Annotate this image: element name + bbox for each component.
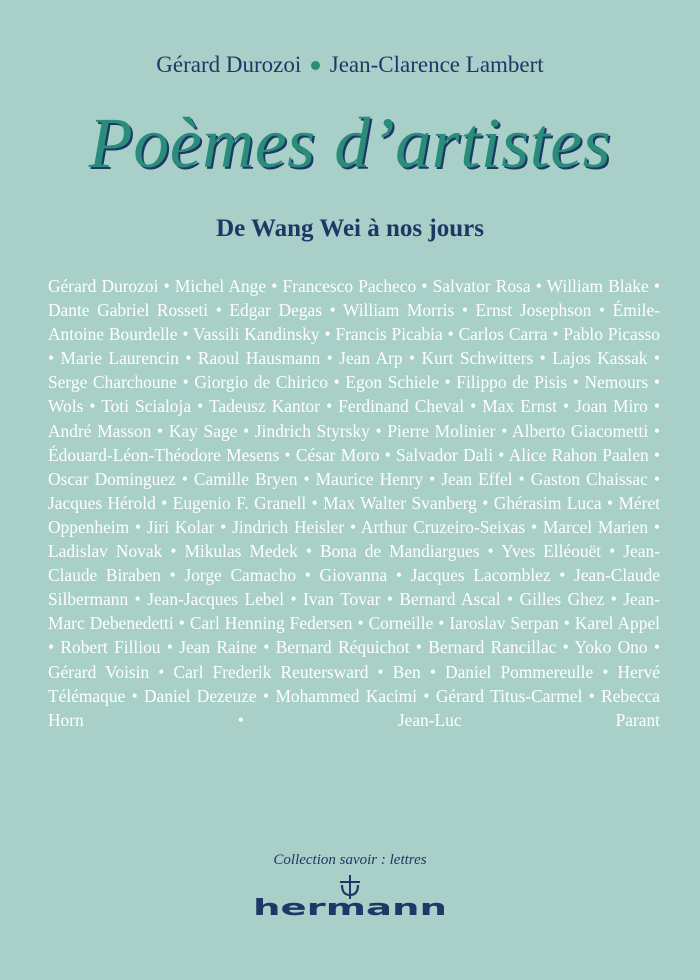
author-name-1: Gérard Durozoi xyxy=(156,52,302,77)
authors-line xyxy=(0,52,700,78)
separator-dot-icon xyxy=(311,61,320,70)
publisher-emblem-icon xyxy=(339,875,361,899)
publisher-name: hermann xyxy=(253,898,447,918)
collection-name: Collection savoir : lettres xyxy=(273,852,427,868)
publisher-logo xyxy=(252,898,448,918)
artist-names-list: Gérard Durozoi • Michel Ange • Francesco Pacheco • Salvator Rosa • William Blake • Dante Gabriel Rosseti • Edgar Degas • William Morris • Ernst Josephson • Émile-Antoine Bourdelle • Vassili Kandinsky • Francis Picabia • Carlos Carra • Pablo Picasso • Marie Laurencin • Raoul Hausmann • Jean Arp • Kurt Schwitters • Lajos Kassak • Serge Charchoune • Giorgio de Chirico • Egon Schiele • Filippo de Pisis • Nemours • Wols • Toti Scialoja • Tadeusz Kantor • Ferdinand Cheval • Max Ernst • Joan Miro • André Masson • Kay Sage • Jindrich Styrsky • Pierre Molinier • Alberto Giacometti • Édouard-Léon-Théodore Mesens • César Moro • Salvador Dali • Alice Rahon Paalen • Oscar Dominguez • Camille Bryen • Maurice Henry • Jean Effel • Gaston Chaissac • Jacques Hérold • Eugenio F. Granell • Max Walter Svanberg • Ghérasim Luca • Méret Oppenheim • Jiri Kolar • Jindrich Heisler • Arthur Cruzeiro-Seixas • Marcel Marien • Ladislav Novak • Mikulas Medek • Bona de Mandiargues • Yves Elléouët • Jean-Claude Biraben • Jorge Camacho • Giovanna • Jacques Lacomblez • Jean-Claude Silbermann • Jean-Jacques Lebel • Ivan Tovar • Bernard Ascal • Gilles Ghez • Jean-Marc Debenedetti • Carl Henning Federsen • Corneille • Iaroslav Serpan • Karel Appel • Robert Filliou • Jean Raine • Bernard Réquichot • Bernard Rancillac • Yoko Ono • Gérard Voisin • Carl Frederik Reutersward • Ben • Daniel Pommereulle • Hervé Télémaque • Daniel Dezeuze • Mohammed Kacimi • Gérard Titus-Carmel • Rebecca Horn • Jean-Luc Parant xyxy=(48,276,660,730)
book-title: Poèmes d’artistes xyxy=(88,103,612,183)
author-name-2: Jean-Clarence Lambert xyxy=(329,52,544,77)
book-subtitle: De Wang Wei à nos jours xyxy=(216,215,484,242)
